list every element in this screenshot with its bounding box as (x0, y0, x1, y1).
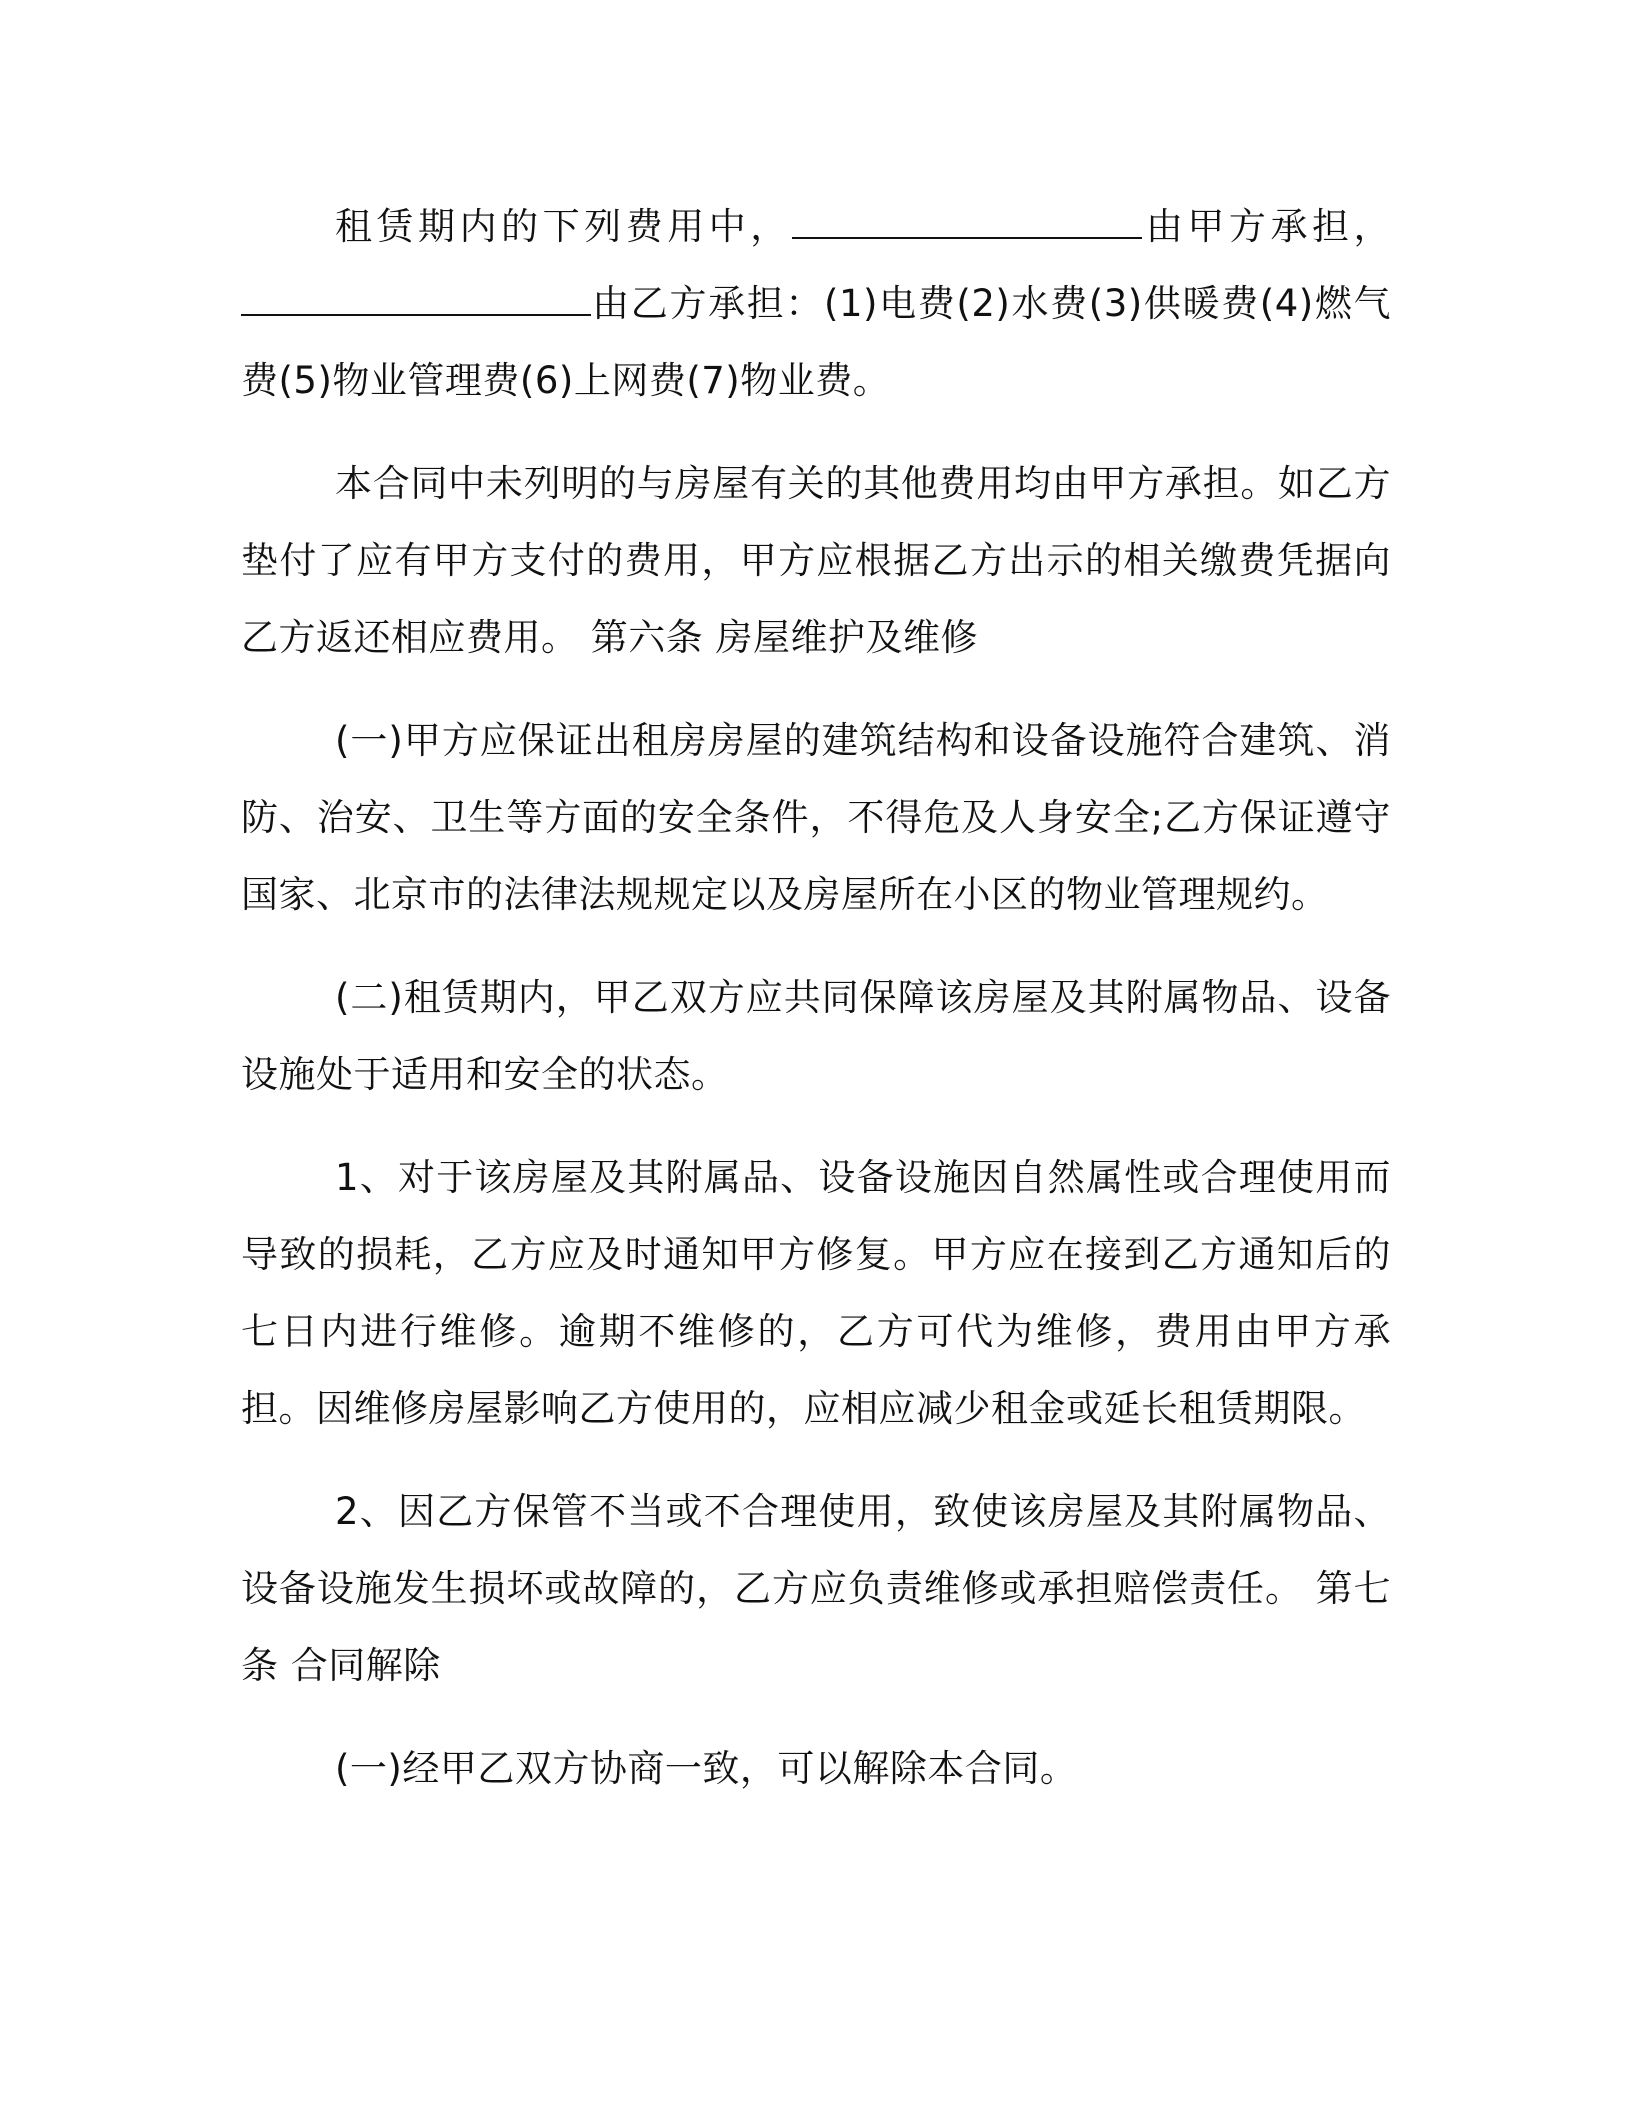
blank-line-party-a[interactable] (792, 207, 1142, 239)
blank-line-party-b[interactable] (241, 284, 591, 316)
paragraph-expenses (241, 188, 1391, 419)
paragraph-repair-natural-wear: 1、对于该房屋及其附属品、设备设施因自然属性或合理使用而导致的损耗，乙方应及时通知甲方修复。甲方应在接到乙方通知后的七日内进行维修。逾期不维修的，乙方可代为维修，费用由甲方承担。因维修房屋影响乙方使用的，应相应减少租金或延长租赁期限。 (241, 1156, 1391, 1430)
paragraph-other-expenses: 本合同中未列明的与房屋有关的其他费用均由甲方承担。如乙方垫付了应有甲方支付的费用，甲方应根据乙方出示的相关缴费凭据向乙方返还相应费用。 第六条 房屋维护及维修 (241, 462, 1391, 659)
paragraph-termination-agreement: (一)经甲乙双方协商一致，可以解除本合同。 (335, 1747, 1078, 1790)
paragraph-joint-maintenance: (二)租赁期内，甲乙双方应共同保障该房屋及其附属物品、设备设施处于适用和安全的状态。 (241, 976, 1391, 1096)
paragraph-safety-conditions: (一)甲方应保证出租房房屋的建筑结构和设备设施符合建筑、消防、治安、卫生等方面的安全条件，不得危及人身安全;乙方保证遵守国家、北京市的法律法规规定以及房屋所在小区的物业管理规约。 (241, 719, 1391, 916)
paragraph-expenses-intro: 租赁期内的下列费用中， (335, 205, 792, 248)
document-body (241, 188, 1391, 1833)
paragraph-expenses-list: 由乙方承担：(1)电费(2)水费(3)供暖费(4)燃气费(5)物业管理费(6)上网费(7)物业费。 (241, 282, 1391, 402)
paragraph-expenses-party-a: 由甲方承担， (1141, 205, 1392, 248)
paragraph-repair-improper-use: 2、因乙方保管不当或不合理使用，致使该房屋及其附属物品、设备设施发生损坏或故障的，乙方应负责维修或承担赔偿责任。 第七条 合同解除 (241, 1490, 1391, 1687)
